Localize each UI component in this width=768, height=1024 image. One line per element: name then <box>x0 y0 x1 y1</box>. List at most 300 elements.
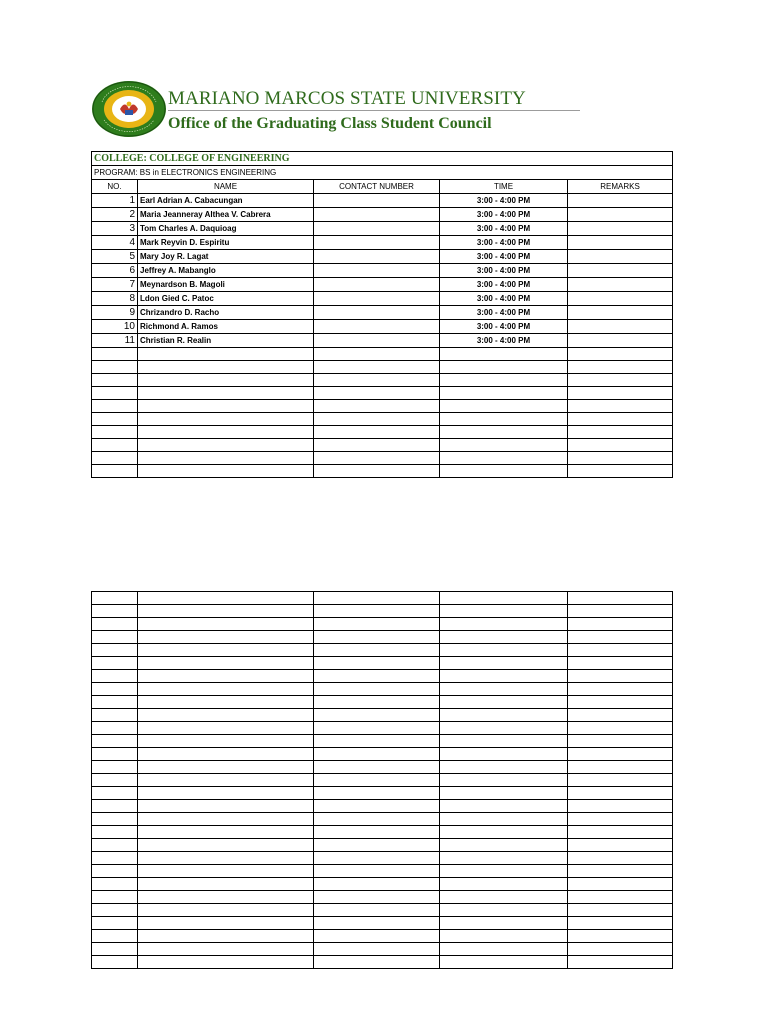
blank-row <box>92 761 673 774</box>
blank-cell <box>440 426 568 439</box>
table-row <box>92 236 673 250</box>
blank-cell <box>568 735 673 748</box>
blank-cell <box>568 800 673 813</box>
blank-row <box>92 852 673 865</box>
blank-cell <box>440 722 568 735</box>
blank-cell <box>440 605 568 618</box>
blank-cell <box>568 439 673 452</box>
blank-row <box>92 426 673 439</box>
blank-cell <box>440 657 568 670</box>
table-row <box>92 278 673 292</box>
blank-row <box>92 631 673 644</box>
blank-row <box>92 400 673 413</box>
table-row <box>92 292 673 306</box>
contact-number-cell <box>314 208 440 222</box>
blank-cell <box>314 400 440 413</box>
blank-cell <box>92 670 138 683</box>
blank-row <box>92 839 673 852</box>
blank-cell <box>568 878 673 891</box>
blank-cell <box>92 374 138 387</box>
blank-cell <box>92 865 138 878</box>
blank-cell <box>440 904 568 917</box>
blank-row <box>92 683 673 696</box>
table-row <box>92 306 673 320</box>
student-name-cell: Maria Jeanneray Althea V. Cabrera <box>138 208 314 222</box>
remarks-cell <box>568 250 673 264</box>
blank-cell <box>314 787 440 800</box>
blank-row <box>92 800 673 813</box>
blank-row <box>92 709 673 722</box>
blank-cell <box>138 348 314 361</box>
blank-row <box>92 361 673 374</box>
student-name-cell: Chrizandro D. Racho <box>138 306 314 320</box>
college-row <box>92 152 673 166</box>
blank-row <box>92 644 673 657</box>
remarks-cell <box>568 292 673 306</box>
blank-row <box>92 956 673 969</box>
blank-row <box>92 774 673 787</box>
blank-cell <box>314 956 440 969</box>
blank-cell <box>314 891 440 904</box>
blank-row <box>92 670 673 683</box>
blank-row <box>92 813 673 826</box>
contact-number-cell <box>314 306 440 320</box>
blank-cell <box>138 813 314 826</box>
blank-cell <box>138 865 314 878</box>
blank-cell <box>440 865 568 878</box>
blank-row <box>92 865 673 878</box>
column-header-name: NAME <box>138 180 314 194</box>
blank-cell <box>568 465 673 478</box>
header-divider <box>168 110 580 111</box>
blank-cell <box>314 465 440 478</box>
table-row <box>92 320 673 334</box>
row-number-cell: 10 <box>92 320 138 334</box>
blank-cell <box>92 387 138 400</box>
blank-cell <box>440 592 568 605</box>
blank-cell <box>138 852 314 865</box>
blank-cell <box>92 917 138 930</box>
blank-cell <box>440 878 568 891</box>
blank-cell <box>440 813 568 826</box>
blank-cell <box>568 930 673 943</box>
blank-cell <box>440 852 568 865</box>
blank-row <box>92 722 673 735</box>
blank-cell <box>314 709 440 722</box>
blank-cell <box>92 774 138 787</box>
blank-cell <box>440 465 568 478</box>
blank-cell <box>440 387 568 400</box>
blank-cell <box>92 683 138 696</box>
student-name-cell: Meynardson B. Magoli <box>138 278 314 292</box>
student-name-cell: Earl Adrian A. Cabacungan <box>138 194 314 208</box>
blank-cell <box>440 696 568 709</box>
row-number-cell: 11 <box>92 334 138 348</box>
blank-cell <box>314 826 440 839</box>
blank-cell <box>568 696 673 709</box>
blank-cell <box>138 657 314 670</box>
blank-cell <box>92 426 138 439</box>
blank-cell <box>568 400 673 413</box>
column-header-remarks: REMARKS <box>568 180 673 194</box>
contact-number-cell <box>314 250 440 264</box>
blank-cell <box>138 904 314 917</box>
blank-row <box>92 787 673 800</box>
college-label: COLLEGE: COLLEGE OF ENGINEERING <box>92 152 673 166</box>
blank-cell <box>92 439 138 452</box>
time-slot-cell: 3:00 - 4:00 PM <box>440 208 568 222</box>
blank-cell <box>568 670 673 683</box>
office-name: Office of the Graduating Class Student Council <box>168 115 492 132</box>
time-slot-cell: 3:00 - 4:00 PM <box>440 278 568 292</box>
blank-cell <box>440 683 568 696</box>
blank-cell <box>138 696 314 709</box>
blank-row <box>92 878 673 891</box>
blank-cell <box>314 387 440 400</box>
student-name-cell: Mark Reyvin D. Espiritu <box>138 236 314 250</box>
blank-cell <box>314 904 440 917</box>
blank-cell <box>92 592 138 605</box>
blank-row <box>92 439 673 452</box>
blank-cell <box>138 618 314 631</box>
blank-cell <box>138 605 314 618</box>
university-name: MARIANO MARCOS STATE UNIVERSITY <box>168 88 526 109</box>
blank-row <box>92 348 673 361</box>
blank-cell <box>314 735 440 748</box>
row-number-cell: 8 <box>92 292 138 306</box>
blank-cell <box>440 761 568 774</box>
column-header-contact: CONTACT NUMBER <box>314 180 440 194</box>
blank-cell <box>138 644 314 657</box>
blank-cell <box>568 644 673 657</box>
contact-number-cell <box>314 278 440 292</box>
blank-cell <box>314 374 440 387</box>
blank-cell <box>138 670 314 683</box>
contact-number-cell <box>314 236 440 250</box>
student-name-cell: Richmond A. Ramos <box>138 320 314 334</box>
blank-cell <box>440 917 568 930</box>
blank-cell <box>92 644 138 657</box>
blank-cell <box>314 618 440 631</box>
blank-cell <box>92 413 138 426</box>
blank-cell <box>568 452 673 465</box>
blank-cell <box>440 631 568 644</box>
blank-row <box>92 891 673 904</box>
blank-row <box>92 618 673 631</box>
blank-cell <box>92 800 138 813</box>
blank-row <box>92 413 673 426</box>
contact-number-cell <box>314 320 440 334</box>
blank-cell <box>138 930 314 943</box>
blank-cell <box>92 605 138 618</box>
remarks-cell <box>568 236 673 250</box>
blank-row <box>92 826 673 839</box>
attendance-table <box>91 151 673 478</box>
blank-cell <box>314 683 440 696</box>
blank-cell <box>568 657 673 670</box>
blank-cell <box>92 891 138 904</box>
column-header-no: NO. <box>92 180 138 194</box>
blank-cell <box>92 631 138 644</box>
remarks-cell <box>568 320 673 334</box>
blank-cell <box>138 439 314 452</box>
blank-cell <box>440 774 568 787</box>
blank-cell <box>440 735 568 748</box>
blank-cell <box>92 348 138 361</box>
blank-cell <box>92 956 138 969</box>
blank-cell <box>314 657 440 670</box>
contact-number-cell <box>314 264 440 278</box>
blank-cell <box>92 943 138 956</box>
blank-cell <box>92 722 138 735</box>
blank-cell <box>314 605 440 618</box>
blank-cell <box>138 400 314 413</box>
remarks-cell <box>568 194 673 208</box>
row-number-cell: 7 <box>92 278 138 292</box>
blank-cell <box>314 452 440 465</box>
blank-row <box>92 930 673 943</box>
table-row <box>92 334 673 348</box>
blank-cell <box>568 774 673 787</box>
row-number-cell: 4 <box>92 236 138 250</box>
blank-cell <box>314 878 440 891</box>
blank-cell <box>568 917 673 930</box>
remarks-cell <box>568 334 673 348</box>
time-slot-cell: 3:00 - 4:00 PM <box>440 334 568 348</box>
blank-cell <box>568 904 673 917</box>
blank-cell <box>440 670 568 683</box>
blank-row <box>92 917 673 930</box>
blank-cell <box>138 761 314 774</box>
row-number-cell: 2 <box>92 208 138 222</box>
blank-cell <box>314 917 440 930</box>
blank-cell <box>314 865 440 878</box>
blank-row <box>92 748 673 761</box>
row-number-cell: 5 <box>92 250 138 264</box>
blank-cell <box>440 413 568 426</box>
blank-cell <box>92 748 138 761</box>
blank-cell <box>138 592 314 605</box>
remarks-cell <box>568 264 673 278</box>
row-number-cell: 3 <box>92 222 138 236</box>
blank-cell <box>440 400 568 413</box>
blank-cell <box>568 813 673 826</box>
student-name-cell: Tom Charles A. Daquioag <box>138 222 314 236</box>
blank-row <box>92 592 673 605</box>
student-name-cell: Mary Joy R. Lagat <box>138 250 314 264</box>
blank-cell <box>92 657 138 670</box>
blank-cell <box>440 800 568 813</box>
table-row <box>92 194 673 208</box>
blank-cell <box>440 891 568 904</box>
blank-cell <box>92 618 138 631</box>
blank-cell <box>568 826 673 839</box>
blank-cell <box>440 361 568 374</box>
blank-cell <box>138 735 314 748</box>
blank-cell <box>314 348 440 361</box>
blank-cell <box>568 891 673 904</box>
blank-cell <box>138 426 314 439</box>
contact-number-cell <box>314 222 440 236</box>
blank-cell <box>440 618 568 631</box>
column-header-time: TIME <box>440 180 568 194</box>
blank-cell <box>568 426 673 439</box>
time-slot-cell: 3:00 - 4:00 PM <box>440 306 568 320</box>
blank-cell <box>440 943 568 956</box>
time-slot-cell: 3:00 - 4:00 PM <box>440 222 568 236</box>
blank-row <box>92 452 673 465</box>
blank-cell <box>138 748 314 761</box>
blank-cell <box>568 839 673 852</box>
blank-cell <box>138 878 314 891</box>
blank-cell <box>138 413 314 426</box>
blank-cell <box>568 631 673 644</box>
blank-cell <box>568 722 673 735</box>
blank-cell <box>314 644 440 657</box>
blank-cell <box>568 374 673 387</box>
blank-cell <box>314 696 440 709</box>
blank-cell <box>314 748 440 761</box>
time-slot-cell: 3:00 - 4:00 PM <box>440 264 568 278</box>
blank-cell <box>440 374 568 387</box>
blank-cell <box>92 787 138 800</box>
blank-cell <box>138 465 314 478</box>
blank-cell <box>568 683 673 696</box>
blank-cell <box>92 696 138 709</box>
blank-cell <box>440 439 568 452</box>
blank-cell <box>138 361 314 374</box>
blank-cell <box>314 930 440 943</box>
table-row <box>92 250 673 264</box>
blank-cell <box>138 891 314 904</box>
time-slot-cell: 3:00 - 4:00 PM <box>440 320 568 334</box>
blank-cell <box>568 761 673 774</box>
table-row <box>92 222 673 236</box>
contact-number-cell <box>314 292 440 306</box>
blank-row <box>92 465 673 478</box>
time-slot-cell: 3:00 - 4:00 PM <box>440 292 568 306</box>
blank-cell <box>314 761 440 774</box>
blank-cell <box>138 956 314 969</box>
blank-cell <box>314 852 440 865</box>
blank-cell <box>568 618 673 631</box>
blank-cell <box>440 709 568 722</box>
blank-cell <box>92 452 138 465</box>
blank-cell <box>92 839 138 852</box>
blank-cell <box>92 361 138 374</box>
blank-cell <box>138 631 314 644</box>
blank-cell <box>314 592 440 605</box>
blank-cell <box>568 413 673 426</box>
blank-cell <box>92 465 138 478</box>
blank-cell <box>568 852 673 865</box>
blank-cell <box>92 852 138 865</box>
blank-cell <box>314 426 440 439</box>
blank-cell <box>314 413 440 426</box>
blank-row <box>92 605 673 618</box>
student-name-cell: Jeffrey A. Mabanglo <box>138 264 314 278</box>
blank-cell <box>92 735 138 748</box>
blank-cell <box>314 722 440 735</box>
blank-row <box>92 735 673 748</box>
student-name-cell: Christian R. Realin <box>138 334 314 348</box>
blank-cell <box>314 670 440 683</box>
time-slot-cell: 3:00 - 4:00 PM <box>440 250 568 264</box>
blank-cell <box>568 592 673 605</box>
remarks-cell <box>568 222 673 236</box>
row-number-cell: 9 <box>92 306 138 320</box>
blank-cell <box>568 348 673 361</box>
student-name-cell: Ldon Gied C. Patoc <box>138 292 314 306</box>
table-row <box>92 264 673 278</box>
university-seal-logo <box>91 80 167 138</box>
blank-row <box>92 696 673 709</box>
blank-cell <box>92 400 138 413</box>
blank-cell <box>92 761 138 774</box>
blank-cell <box>92 709 138 722</box>
row-number-cell: 1 <box>92 194 138 208</box>
blank-cell <box>440 348 568 361</box>
time-slot-cell: 3:00 - 4:00 PM <box>440 236 568 250</box>
blank-cell <box>314 361 440 374</box>
blank-cell <box>138 722 314 735</box>
blank-cell <box>568 605 673 618</box>
blank-cell <box>138 683 314 696</box>
blank-cell <box>568 387 673 400</box>
blank-cell <box>138 374 314 387</box>
blank-row <box>92 374 673 387</box>
blank-continuation-table <box>91 591 673 969</box>
blank-row <box>92 387 673 400</box>
blank-cell <box>568 361 673 374</box>
blank-cell <box>440 787 568 800</box>
blank-cell <box>314 839 440 852</box>
blank-cell <box>440 452 568 465</box>
blank-row <box>92 943 673 956</box>
blank-cell <box>138 787 314 800</box>
contact-number-cell <box>314 194 440 208</box>
blank-cell <box>568 787 673 800</box>
blank-cell <box>314 813 440 826</box>
blank-cell <box>314 800 440 813</box>
blank-cell <box>314 631 440 644</box>
blank-cell <box>440 956 568 969</box>
blank-row <box>92 657 673 670</box>
blank-cell <box>440 748 568 761</box>
blank-cell <box>138 826 314 839</box>
blank-cell <box>138 917 314 930</box>
remarks-cell <box>568 208 673 222</box>
remarks-cell <box>568 278 673 292</box>
blank-cell <box>568 865 673 878</box>
blank-cell <box>440 644 568 657</box>
blank-cell <box>314 943 440 956</box>
blank-cell <box>138 709 314 722</box>
table-row <box>92 208 673 222</box>
blank-row <box>92 904 673 917</box>
program-label: PROGRAM: BS in ELECTRONICS ENGINEERING <box>92 166 673 180</box>
blank-cell <box>138 774 314 787</box>
blank-cell <box>568 748 673 761</box>
program-row <box>92 166 673 180</box>
blank-cell <box>92 813 138 826</box>
blank-cell <box>440 930 568 943</box>
blank-cell <box>138 839 314 852</box>
row-number-cell: 6 <box>92 264 138 278</box>
column-header-row <box>92 180 673 194</box>
contact-number-cell <box>314 334 440 348</box>
blank-cell <box>138 943 314 956</box>
